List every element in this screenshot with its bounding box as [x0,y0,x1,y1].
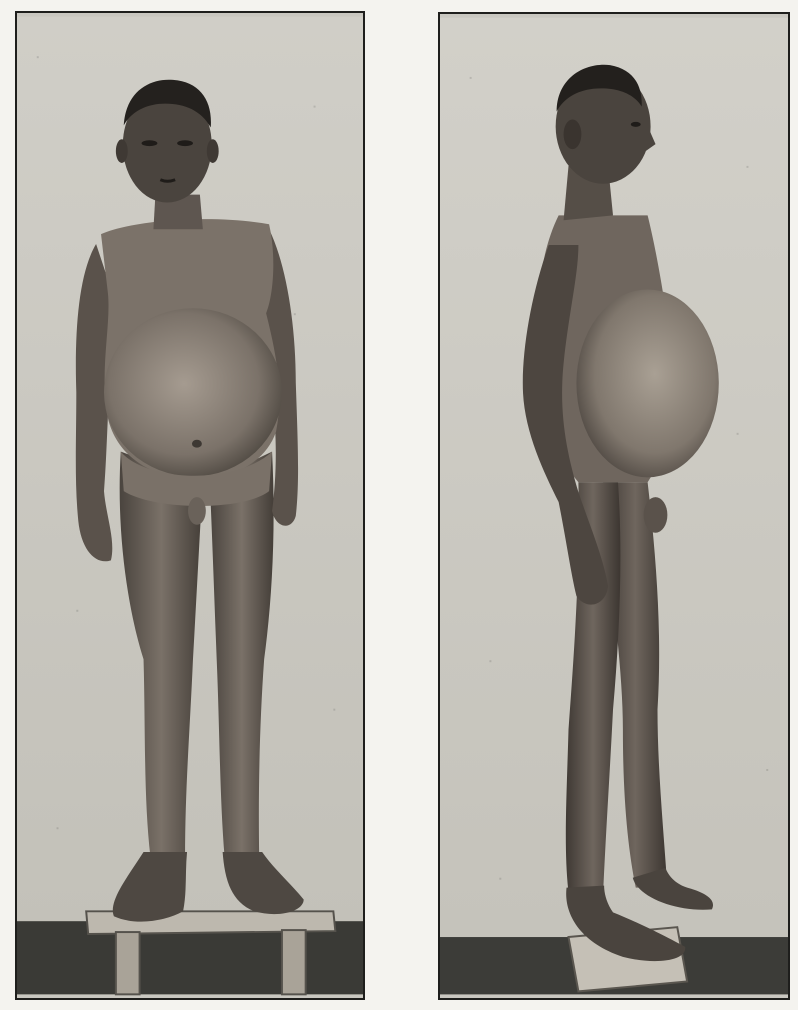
front-view-photo [17,13,363,998]
photo-plate-side-view [438,12,790,1000]
photo-plate-front-view [15,11,365,1000]
side-view-photo [440,14,788,998]
abdomen [576,289,718,477]
abdomen [104,308,282,476]
